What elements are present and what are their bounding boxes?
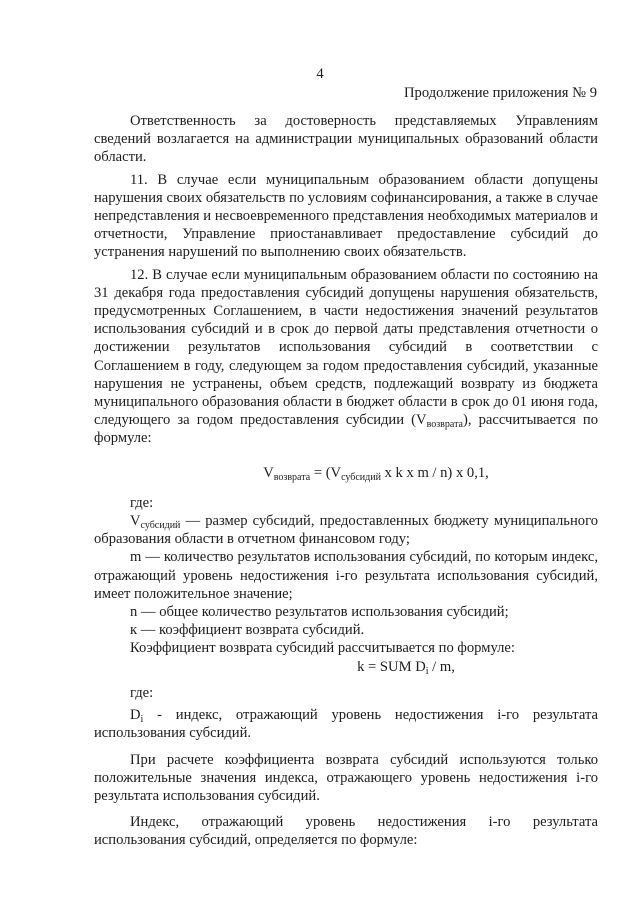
definition-m: m — количество результатов использования субсидий, по которым индекс, отражающий уровень недостижения i-го результата использования субсидий, имеет положительное значение; [94,549,598,602]
def-d-subscript: i [140,714,144,726]
paragraph-calculation: При расчете коэффициента возврата субсидий используются только положительные значения индекса, отражающего уровень недостижения i-го результата использования субсидий. [94,751,598,804]
formula-v-subscript: возврата [273,471,311,483]
formula-tail: x k x m / n) x 0,1, [380,464,489,481]
k-formula-intro: Коэффициент возврата субсидий рассчитывается по формуле: [130,640,515,657]
definition-v-subsidy [94,512,598,548]
paragraph-12-subscript: возврата [426,419,463,431]
paragraph-12 [94,266,598,448]
formula-mid-subscript: субсидий [341,471,381,483]
page-number: 4 [316,66,324,82]
def-v: V [130,513,141,530]
formula-v-return [94,464,598,482]
definition-k: к — коэффициент возврата субсидий. [130,622,365,639]
formula-k-subscript: i [425,665,429,677]
paragraph-12-end: ), рассчитывается по формуле: [94,412,598,447]
formula-k [94,658,598,676]
paragraph-index: Индекс, отражающий уровень недостижения i-го результата использования субсидий, определяется по формуле: [94,814,598,849]
definition-di [94,706,598,742]
paragraph-responsibility: Ответственность за достоверность представляемых Управлениям сведений возлагается на администрации муниципальных образований области области. [94,113,598,166]
where-label-1: где: [130,494,154,511]
formula-v: V [263,464,274,481]
paragraph-12-text: 12. В случае если муниципальным образованием области по состоянию на 31 декабря года предоставления субсидий допущены нарушения обязательств, предусмотренных Соглашением, в части недостижения значений результатов использования субсидий и в срок до первой даты представления отчетности о достижении результатов использования субсидий в соответствии с Соглашением в году, следующем за годом предоставления субсидий, указанные нарушения не устранены, объем средств, подлежащий возврату из бюджета муниципального образования области в бюджет области в срок до 01 июня года, следующего за годом предоставления субсидии (V [94,266,598,429]
def-v-text: — размер субсидий, предоставленных бюджету муниципального образования области в отчетном финансовом году; [94,513,598,548]
formula-k-post: / m, [428,658,455,675]
definition-n: n — общее количество результатов использования субсидий; [130,604,509,621]
document-body [94,112,598,850]
formula-k-pre: k = SUM D [357,658,426,675]
where-label-2: где: [130,684,154,701]
def-d: D [130,707,141,724]
formula-mid: = (V [310,464,342,481]
appendix-header: Продолжение приложения № 9 [404,85,597,101]
paragraph-11: 11. В случае если муниципальным образованием области допущены нарушения своих обязательств по условиям софинансирования, а также в случае непредставления и несвоевременного представления необходимых материалов и отчетности, Управление приостанавливает предоставление субсидий до устранения нарушений по выполнению своих обязательств. [94,171,598,261]
def-v-subscript: субсидий [140,520,181,532]
def-d-text: - индекс, отражающий уровень недостижения i-го результата использования субсидий. [94,707,598,742]
